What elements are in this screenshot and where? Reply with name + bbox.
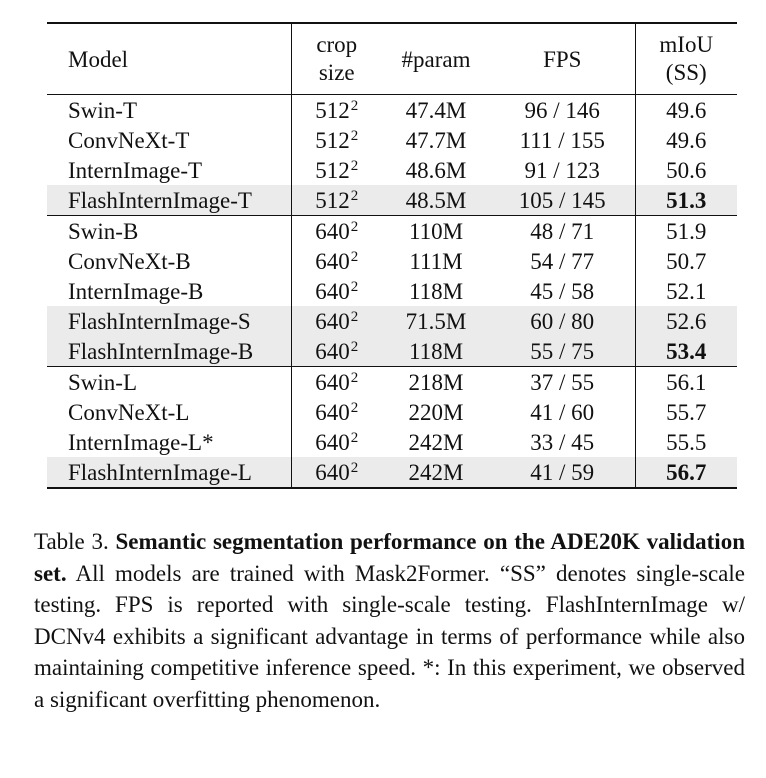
table-row xyxy=(47,246,737,276)
cell-param: 118M xyxy=(382,336,490,367)
header-miou-line2: (SS) xyxy=(665,60,707,85)
crop-size-base: 512 xyxy=(315,187,350,213)
table-row xyxy=(47,155,737,185)
cell-param: 118M xyxy=(408,278,464,304)
cell-miou: 49.6 xyxy=(635,95,737,126)
cell-miou: 50.6 xyxy=(635,155,737,185)
table-row xyxy=(47,125,737,155)
cell-fps: 33 / 45 xyxy=(530,429,595,455)
results-table xyxy=(47,22,737,489)
header-crop-size-line1: crop xyxy=(316,32,358,58)
table-caption xyxy=(34,526,745,715)
cell-miou: 51.3 xyxy=(635,185,737,216)
table-header-row xyxy=(47,23,737,95)
cell-crop-size xyxy=(291,246,382,276)
cell-fps: 37 / 55 xyxy=(490,367,635,398)
cell-fps: 105 / 145 xyxy=(490,185,635,216)
cell-miou: 50.7 xyxy=(635,246,737,276)
crop-size-exponent: 2 xyxy=(350,338,359,355)
cell-crop-size xyxy=(291,125,382,155)
cell-miou: 53.4 xyxy=(635,336,737,367)
cell-param: 218M xyxy=(382,367,490,398)
crop-size-exponent: 2 xyxy=(350,127,359,144)
header-miou-line1: mIoU xyxy=(659,32,714,58)
crop-size-base: 640 xyxy=(315,369,350,395)
cell-model: ConvNeXt-L xyxy=(68,399,190,425)
crop-size-base: 640 xyxy=(315,429,350,455)
cell-crop-size xyxy=(291,216,382,247)
cell-fps: 54 / 77 xyxy=(530,248,595,274)
table-body xyxy=(47,95,737,489)
cell-fps: 91 / 123 xyxy=(524,157,600,183)
table-row xyxy=(47,427,737,457)
crop-size-exponent: 2 xyxy=(350,157,359,174)
table-row xyxy=(47,336,737,367)
header-crop-size xyxy=(291,23,382,95)
cell-param: 48.5M xyxy=(382,185,490,216)
crop-size-base: 640 xyxy=(315,338,350,364)
cell-fps: 41 / 59 xyxy=(490,457,635,488)
cell-crop-size xyxy=(291,155,382,185)
header-fps: FPS xyxy=(543,46,582,72)
cell-param: 47.4M xyxy=(405,97,467,123)
cell-model: FlashInternImage-L xyxy=(47,457,291,488)
cell-model: FlashInternImage-T xyxy=(47,185,291,216)
cell-param: 110M xyxy=(382,216,490,247)
cell-param: 242M xyxy=(408,429,464,455)
crop-size-base: 640 xyxy=(315,459,350,485)
crop-size-exponent: 2 xyxy=(350,278,359,295)
cell-model: ConvNeXt-B xyxy=(68,248,191,274)
table-row xyxy=(47,457,737,488)
cell-miou: 55.7 xyxy=(635,397,737,427)
crop-size-exponent: 2 xyxy=(350,187,359,204)
crop-size-exponent: 2 xyxy=(350,308,359,325)
cell-model: InternImage-B xyxy=(68,278,204,304)
caption-title: Semantic segmentation performance on the ADE20K validation set. xyxy=(34,529,745,586)
cell-fps: 55 / 75 xyxy=(490,336,635,367)
cell-crop-size xyxy=(291,306,382,336)
cell-miou: 56.7 xyxy=(635,457,737,488)
cell-model: InternImage-T xyxy=(68,157,203,183)
table-row xyxy=(47,367,737,398)
cell-fps: 96 / 146 xyxy=(524,97,600,123)
cell-param: 48.6M xyxy=(405,157,467,183)
cell-crop-size xyxy=(291,336,382,367)
cell-model: Swin-L xyxy=(47,367,291,398)
crop-size-exponent: 2 xyxy=(350,218,359,235)
header-miou xyxy=(635,23,737,95)
crop-size-base: 512 xyxy=(315,97,350,123)
crop-size-base: 512 xyxy=(315,127,350,153)
cell-param: 111M xyxy=(409,248,463,274)
crop-size-base: 640 xyxy=(315,248,350,274)
cell-model: FlashInternImage-S xyxy=(47,306,291,336)
crop-size-exponent: 2 xyxy=(350,248,359,265)
cell-fps: 60 / 80 xyxy=(490,306,635,336)
caption-body: All models are trained with Mask2Former. “SS” denotes single-scale testing. FPS is reported with single-scale testing. FlashInternImage w/ DCNv4 exhibits a significant advantage in terms of performance while also maintaining competitive inference speed. *: In this experiment, we observed a significant overfitting phenomenon. xyxy=(34,560,745,712)
cell-param: 242M xyxy=(382,457,490,488)
crop-size-exponent: 2 xyxy=(350,429,359,446)
cell-miou: 51.9 xyxy=(635,216,737,247)
cell-model: FlashInternImage-B xyxy=(47,336,291,367)
cell-crop-size xyxy=(291,185,382,216)
cell-crop-size xyxy=(291,276,382,306)
cell-miou: 52.6 xyxy=(635,306,737,336)
cell-param: 71.5M xyxy=(382,306,490,336)
crop-size-exponent: 2 xyxy=(350,369,359,386)
cell-param: 220M xyxy=(408,399,464,425)
crop-size-exponent: 2 xyxy=(350,399,359,416)
cell-param: 47.7M xyxy=(405,127,467,153)
table-row xyxy=(47,185,737,216)
table-row xyxy=(47,276,737,306)
cell-miou: 52.1 xyxy=(635,276,737,306)
cell-crop-size xyxy=(291,367,382,398)
table-row xyxy=(47,95,737,126)
cell-model: Swin-B xyxy=(47,216,291,247)
cell-crop-size xyxy=(291,95,382,126)
cell-fps: 41 / 60 xyxy=(530,399,595,425)
crop-size-exponent: 2 xyxy=(350,459,359,476)
table-row xyxy=(47,397,737,427)
crop-size-exponent: 2 xyxy=(350,97,359,114)
crop-size-base: 640 xyxy=(315,399,350,425)
table-row xyxy=(47,216,737,247)
cell-crop-size xyxy=(291,427,382,457)
header-crop-size-line2: size xyxy=(318,60,355,85)
crop-size-base: 512 xyxy=(315,157,350,183)
cell-miou: 49.6 xyxy=(635,125,737,155)
header-model: Model xyxy=(68,46,129,72)
cell-crop-size xyxy=(291,457,382,488)
crop-size-base: 640 xyxy=(315,218,350,244)
cell-fps: 48 / 71 xyxy=(490,216,635,247)
caption-label: Table 3. xyxy=(34,529,109,554)
cell-model: Swin-T xyxy=(68,97,137,123)
results-table-container xyxy=(47,22,737,489)
cell-miou: 55.5 xyxy=(635,427,737,457)
crop-size-base: 640 xyxy=(315,278,350,304)
cell-model: ConvNeXt-T xyxy=(68,127,190,153)
header-param: #param xyxy=(401,46,471,72)
crop-size-base: 640 xyxy=(315,308,350,334)
table-row xyxy=(47,306,737,336)
cell-fps: 111 / 155 xyxy=(519,127,605,153)
cell-miou: 56.1 xyxy=(635,367,737,398)
cell-fps: 45 / 58 xyxy=(530,278,595,304)
cell-crop-size xyxy=(291,397,382,427)
cell-model: InternImage-L* xyxy=(68,429,214,455)
